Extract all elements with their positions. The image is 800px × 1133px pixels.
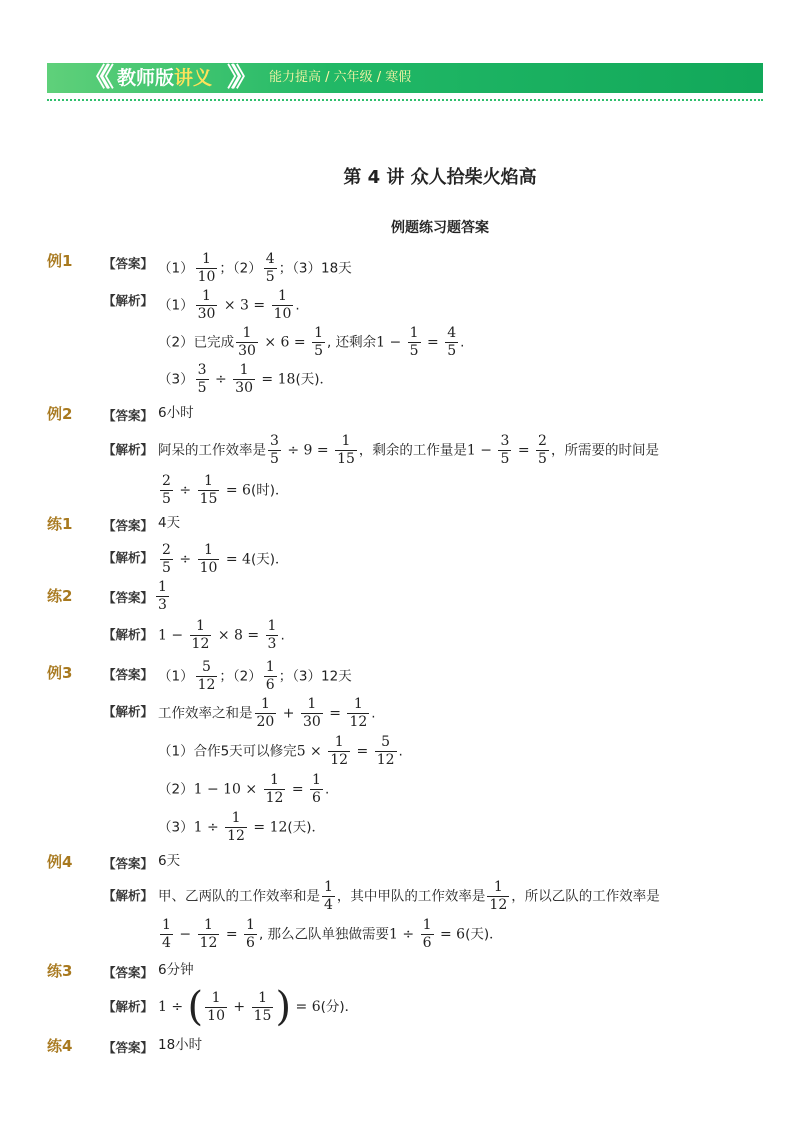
brand-title: 教师版讲义 [117, 67, 213, 89]
answer-tag: 【答案】 [103, 965, 154, 980]
analysis-line: （1）合作5天可以修完5 × $\frac{1}{12}$ = $\frac{5}{12}$ . [158, 734, 403, 768]
analysis-line: 甲、乙两队的工作效率和是 $\frac{1}{4}$ ，其中甲队的工作效率是 $\frac{1}{12}$ ，所以乙队的工作效率是 [158, 879, 660, 913]
answer-tag: 【答案】 [103, 856, 154, 871]
analysis-line: 工作效率之和是 $\frac{1}{20}$ + $\frac{1}{30}$ = $\frac{1}{12}$ . [158, 696, 376, 730]
analysis-line: $\frac{1}{4}$ − $\frac{1}{12}$ = $\frac{1}{6}$ , 那么乙队单独做需要1 ÷ $\frac{1}{6}$ = 6(天)． [162, 917, 503, 951]
analysis-line: 1 − $\frac{1}{12}$ × 8 = $\frac{1}{3}$ . [158, 618, 285, 652]
analysis-line: （1） $\frac{1}{30}$ × 3 = $\frac{1}{10}$ . [158, 288, 300, 322]
answer-tag: 【答案】 [103, 518, 154, 533]
item-label: 练2 [47, 587, 73, 605]
analysis-tag: 【解析】 [103, 704, 154, 719]
item-label: 例2 [47, 405, 73, 423]
page-title: 第 4 讲 众人拾柴火焰高 [343, 167, 537, 188]
answer-line: （1） $\frac{1}{10}$ ；（2） $\frac{4}{5}$ ；（3）18天 [158, 251, 352, 285]
item-label: 练3 [47, 962, 73, 980]
chevron-right-icon: 》》 [227, 63, 251, 93]
analysis-tag: 【解析】 [103, 999, 154, 1014]
analysis-line: $\frac{2}{5}$ ÷ $\frac{1}{10}$ = 4(天)． [162, 542, 289, 576]
answer-line: 4天 [158, 515, 181, 531]
analysis-tag: 【解析】 [103, 550, 154, 565]
answer-line: $\frac{1}{3}$ [158, 579, 167, 613]
answer-tag: 【答案】 [103, 256, 154, 271]
answer-tag: 【答案】 [103, 667, 154, 682]
analysis-line: （3） $\frac{3}{5}$ ÷ $\frac{1}{30}$ = 18(天)． [158, 362, 333, 396]
page-subtitle: 例题练习题答案 [391, 220, 489, 236]
item-label: 练4 [47, 1037, 73, 1055]
item-label: 练1 [47, 515, 73, 533]
analysis-tag: 【解析】 [103, 888, 154, 903]
header-banner [47, 63, 763, 93]
item-label: 例3 [47, 664, 73, 682]
analysis-tag: 【解析】 [103, 627, 154, 642]
answer-tag: 【答案】 [103, 1040, 154, 1055]
item-label: 例1 [47, 252, 73, 270]
answer-line: 18小时 [158, 1037, 203, 1053]
item-label: 例4 [47, 853, 73, 871]
analysis-line: 1 ÷ ( $\frac{1}{10}$ + $\frac{1}{15}$ ) = 6(分)． [158, 984, 359, 1030]
header-divider [47, 99, 763, 101]
analysis-line: （3）1 ÷ $\frac{1}{12}$ = 12(天)． [158, 810, 325, 844]
analysis-line: （2）已完成 $\frac{1}{30}$ × 6 = $\frac{1}{5}$ , 还剩余1 − $\frac{1}{5}$ = $\frac{4}{5}$ . [158, 325, 465, 359]
analysis-line: 阿呆的工作效率是 $\frac{3}{5}$ ÷ 9 = $\frac{1}{15}$ ，剩余的工作量是1 − $\frac{3}{5}$ = $\frac{2}{5}$ ，所需要的时间是 [158, 433, 659, 467]
analysis-line: $\frac{2}{5}$ ÷ $\frac{1}{15}$ = 6(时)． [162, 473, 289, 507]
answer-line: 6分钟 [158, 962, 194, 978]
analysis-tag: 【解析】 [103, 293, 154, 308]
analysis-line: （2）1 − 10 × $\frac{1}{12}$ = $\frac{1}{6}$ . [158, 772, 330, 806]
answer-line: 6小时 [158, 405, 194, 421]
chevron-left-icon: 《《 [83, 63, 107, 93]
analysis-tag: 【解析】 [103, 442, 154, 457]
answer-tag: 【答案】 [103, 590, 154, 605]
answer-tag: 【答案】 [103, 408, 154, 423]
answer-line: （1） $\frac{5}{12}$ ；（2） $\frac{1}{6}$ ；（3）12天 [158, 659, 352, 693]
answer-line: 6天 [158, 853, 181, 869]
breadcrumb: 能力提高 / 六年级 / 寒假 [269, 70, 412, 85]
